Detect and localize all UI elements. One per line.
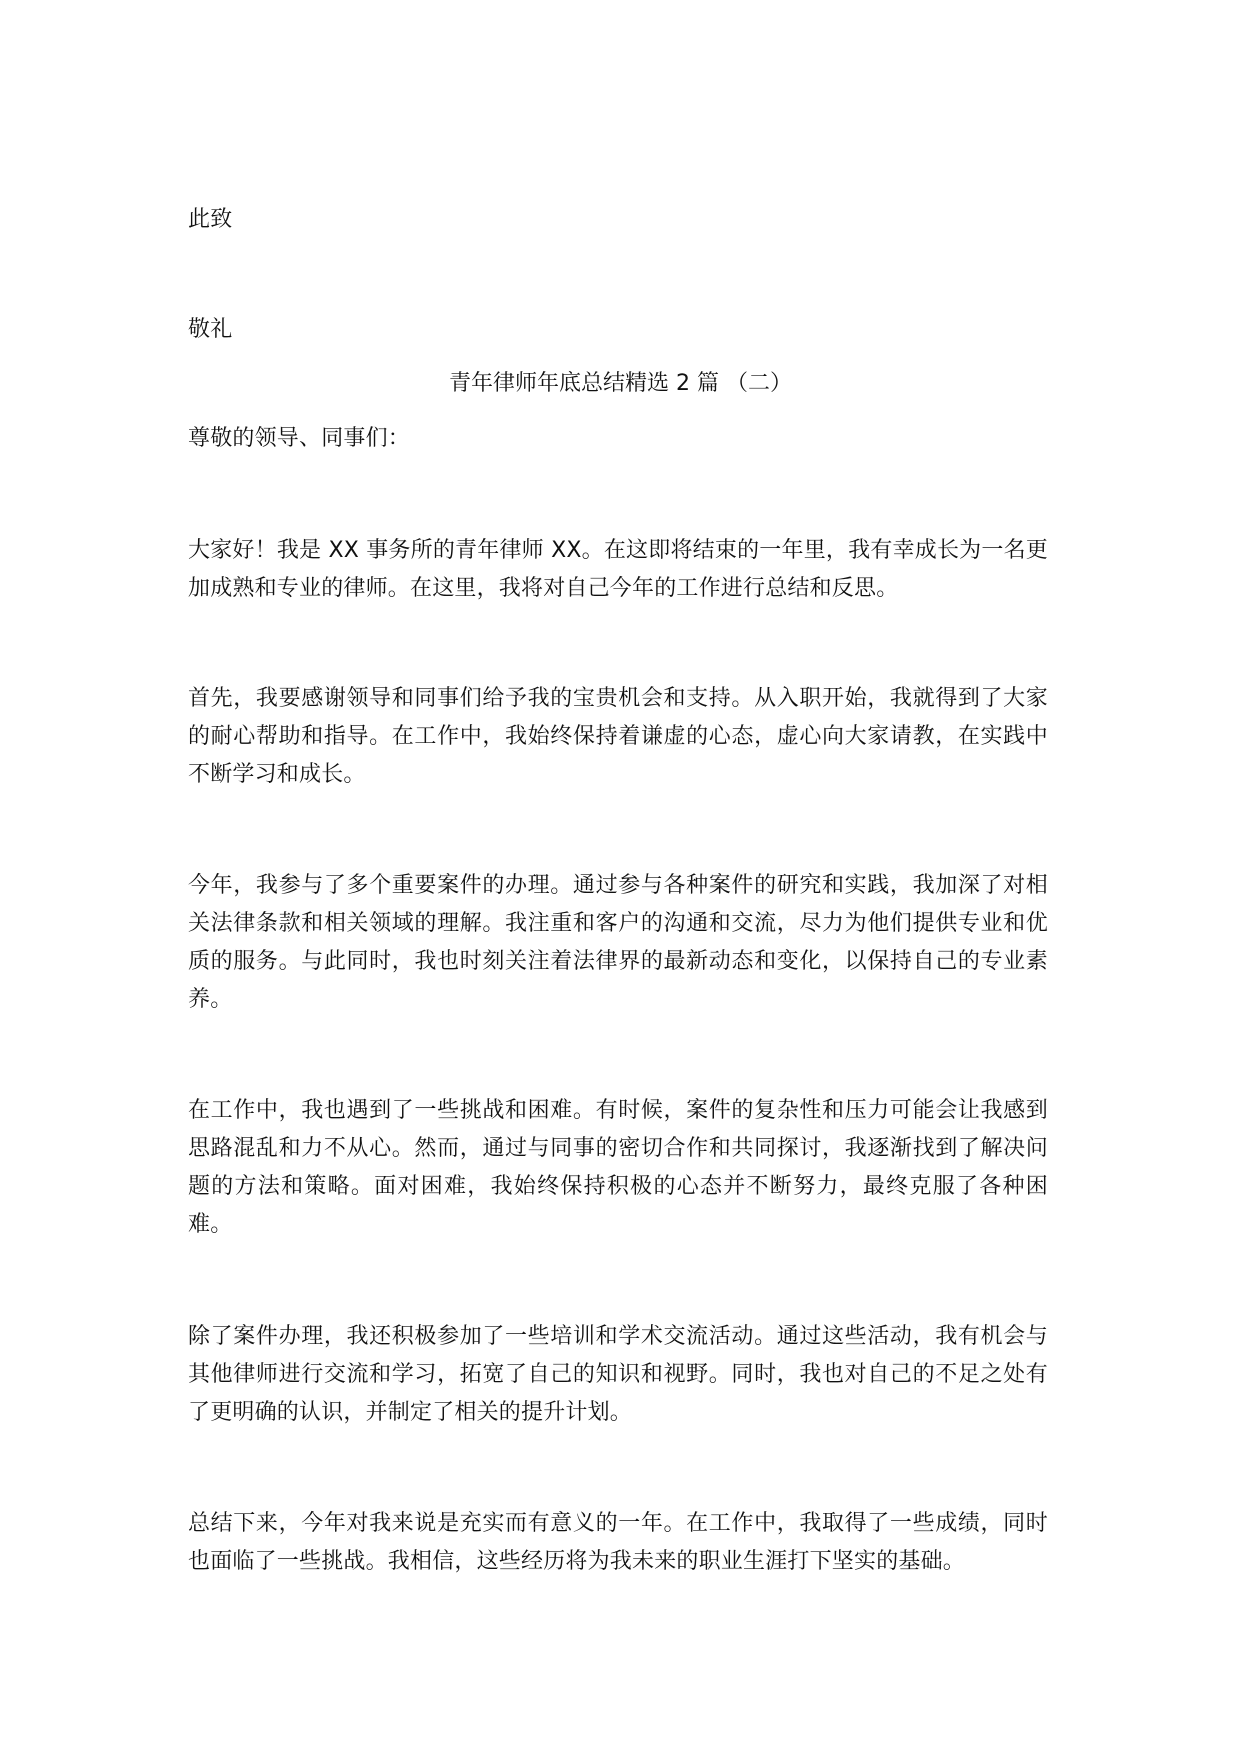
paragraph-conclusion: 总结下来，今年对我来说是充实而有意义的一年。在工作中，我取得了一些成绩，同时也面临了一些挑战。我相信，这些经历将为我未来的职业生涯打下坚实的基础。: [188, 1511, 1048, 1574]
closing-line-jingli: 敬礼: [188, 317, 233, 342]
paragraph-training: 除了案件办理，我还积极参加了一些培训和学术交流活动。通过这些活动，我有机会与其他律师进行交流和学习，拓宽了自己的知识和视野。同时，我也对自己的不足之处有了更明确的认识，并制定了相关的提升计划。: [188, 1324, 1048, 1425]
paragraph-intro: 大家好！我是 XX 事务所的青年律师 XX。在这即将结束的一年里，我有幸成长为一名更加成熟和专业的律师。在这里，我将对自己今年的工作进行总结和反思。: [188, 538, 1048, 601]
closing-line-cizhi: 此致: [188, 207, 233, 232]
document-title: 青年律师年底总结精选 2 篇 （二）: [449, 371, 792, 396]
paragraph-gratitude: 首先，我要感谢领导和同事们给予我的宝贵机会和支持。从入职开始，我就得到了大家的耐心帮助和指导。在工作中，我始终保持着谦虚的心态，虚心向大家请教，在实践中不断学习和成长。: [188, 686, 1048, 787]
paragraph-challenges: 在工作中，我也遇到了一些挑战和困难。有时候，案件的复杂性和压力可能会让我感到思路混乱和力不从心。然而，通过与同事的密切合作和共同探讨，我逐渐找到了解决问题的方法和策略。面对困难，我始终保持积极的心态并不断努力，最终克服了各种困难。: [188, 1098, 1048, 1237]
salutation: 尊敬的领导、同事们：: [188, 426, 411, 451]
paragraph-cases: 今年，我参与了多个重要案件的办理。通过参与各种案件的研究和实践，我加深了对相关法律条款和相关领域的理解。我注重和客户的沟通和交流，尽力为他们提供专业和优质的服务。与此同时，我也时刻关注着法律界的最新动态和变化，以保持自己的专业素养。: [188, 873, 1048, 1012]
